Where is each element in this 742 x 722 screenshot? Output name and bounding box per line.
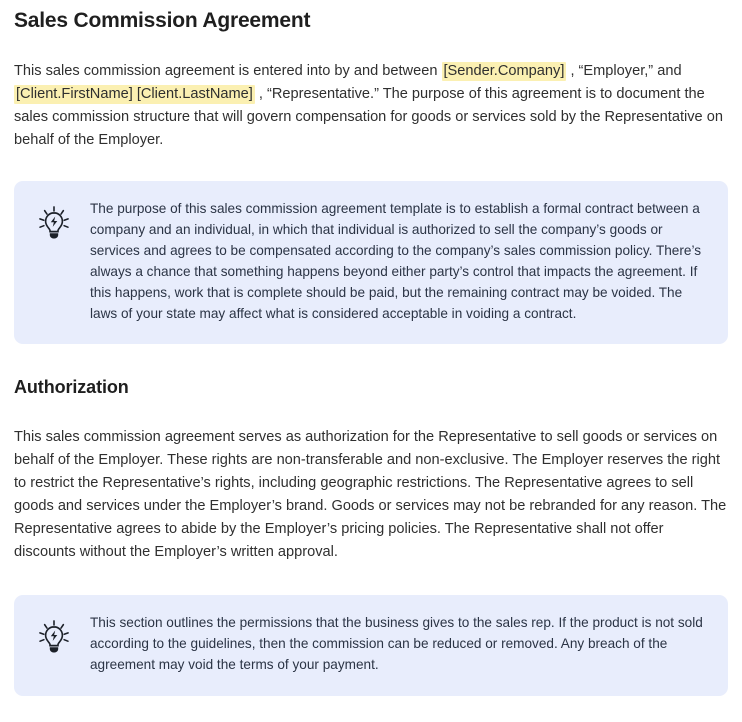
callout-box-purpose bbox=[14, 181, 728, 344]
page-title: Sales Commission Agreement bbox=[14, 9, 311, 32]
intro-text-between-tokens: , “Employer,” and bbox=[566, 63, 682, 79]
lightbulb-idea-icon bbox=[36, 619, 72, 655]
intro-text-before-sender-token: This sales commission agreement is entered into by and between bbox=[14, 63, 442, 79]
callout-text-purpose: The purpose of this sales commission agreement template is to establish a formal contract between a company and an individual, in which that individual is authorized to sell the company’s goods or services and agrees to be compensated according to the company’s sales commission policy. There’s always a chance that something happens beyond either party’s control that impacts the agreement. If this happens, work that is complete should be paid, but the remaining contract may be voided. The laws of your state may affect what is considered acceptable in voiding a contract. bbox=[90, 201, 702, 321]
callout-text-permissions: This section outlines the permissions that the business gives to the sales rep. If the product is not sold according to the guidelines, then the commission can be reduced or removed. Any breach of the agreement may void the terms of your payment. bbox=[90, 615, 703, 673]
intro-text-after-tokens: , “Representative.” The purpose of this agreement is to document the sales commission structure that will govern compensation for goods or services sold by the Representative on behalf of the Employer. bbox=[14, 86, 723, 148]
merge-token-client-name[interactable]: [Client.FirstName] [Client.LastName] bbox=[16, 86, 253, 102]
section-paragraph-authorization: This sales commission agreement serves as authorization for the Representative to sell goods or services on behalf of the Employer. These rights are non-transferable and non-exclusive. The Employer reserves the right to restrict the Representative’s rights, including geographic restrictions. The Representative agrees to sell goods and services under the Employer’s brand. Goods or services may not be rebranded for any reason. The Representative agrees to abide by the Employer’s pricing policies. The Representative shall not offer discounts without the Employer’s written approval. bbox=[14, 429, 727, 561]
merge-token-sender-company[interactable]: [Sender.Company] bbox=[443, 63, 565, 79]
section-heading-authorization: Authorization bbox=[14, 377, 129, 398]
intro-paragraph bbox=[14, 35, 728, 152]
callout-box-permissions bbox=[14, 595, 728, 696]
lightbulb-idea-icon bbox=[36, 205, 72, 241]
